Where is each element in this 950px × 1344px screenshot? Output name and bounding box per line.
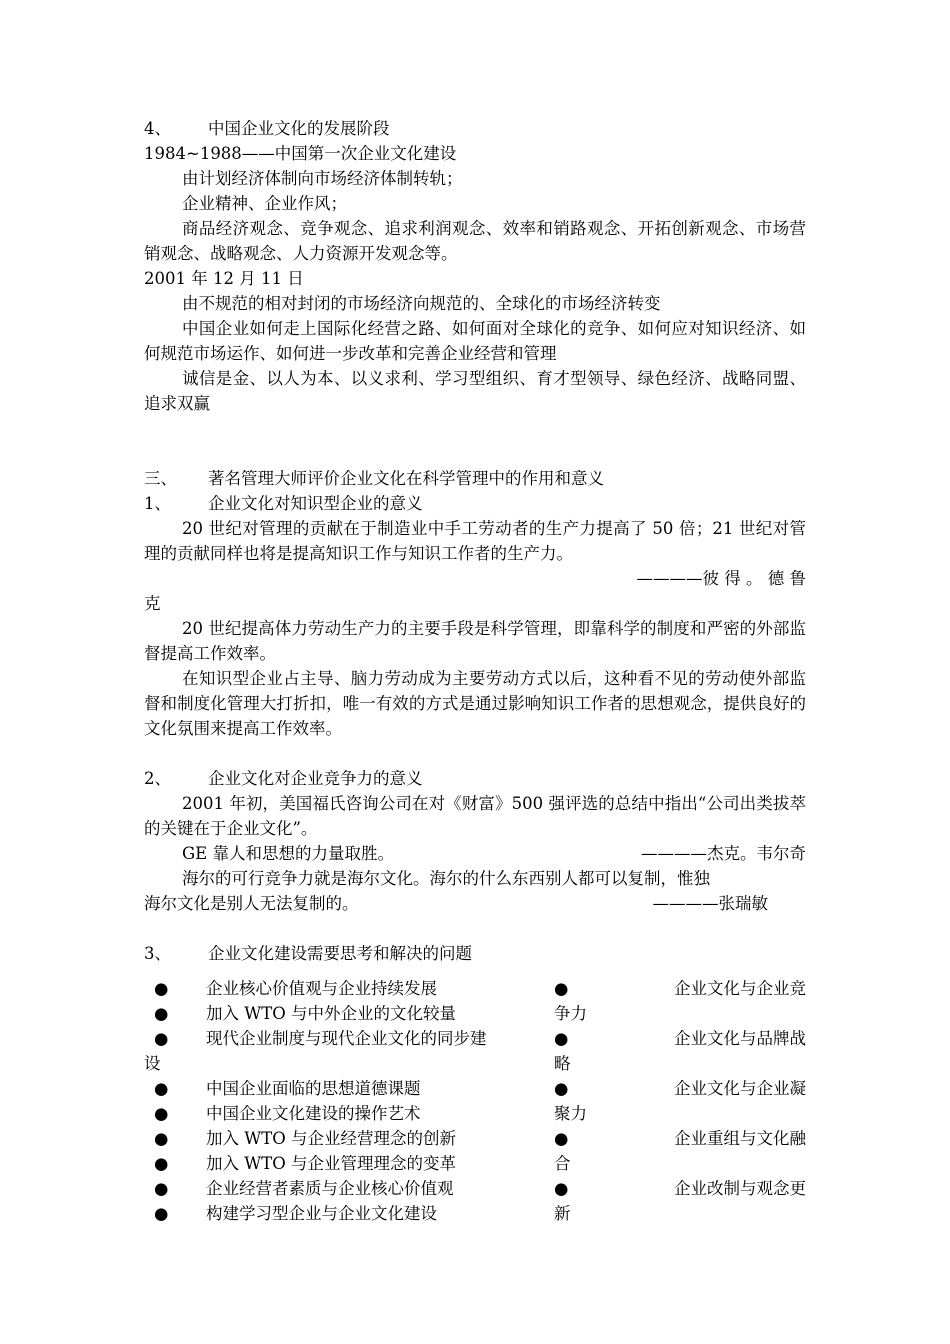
bullet-icon: ● <box>154 1129 169 1148</box>
bullet-icon: ● <box>154 1104 169 1123</box>
list-item-continued: 略 <box>554 1054 571 1073</box>
bullet-icon: ● <box>154 1079 169 1098</box>
right-bullet-list <box>554 976 806 1226</box>
quote-text: 海尔文化是别人无法复制的。 <box>144 894 359 913</box>
section-heading <box>144 466 806 491</box>
paragraph: 由计划经济体制向市场经济体制转轨； <box>182 169 463 188</box>
heading-text: 著名管理大师评价企业文化在科学管理中的作用和意义 <box>208 469 604 488</box>
list-item <box>144 1101 554 1126</box>
bullet-icon: ● <box>554 1129 569 1148</box>
list-item-text: 企业重组与文化融 <box>674 1129 806 1148</box>
heading-number: 2、 <box>144 769 171 788</box>
quote-row <box>144 841 806 866</box>
quote-row <box>144 891 806 916</box>
list-item <box>144 1201 554 1226</box>
list-item-text: 企业文化与品牌战 <box>674 1029 806 1048</box>
bullet-icon: ● <box>554 1079 569 1098</box>
list-item-text: 中国企业面临的思想道德课题 <box>206 1079 421 1098</box>
list-item-text: 加入 WTO 与中外企业的文化较量 <box>206 1004 456 1023</box>
bullet-icon: ● <box>154 1154 169 1173</box>
list-item <box>144 1176 554 1201</box>
quote-text: GE 靠人和思想的力量取胜。 <box>182 844 394 863</box>
bullet-icon: ● <box>154 1029 169 1048</box>
bullet-icon: ● <box>154 1179 169 1198</box>
list-item <box>554 1126 806 1151</box>
heading-number: 三、 <box>144 469 177 488</box>
quote-attribution: ————张瑞敏 <box>652 894 768 913</box>
bullet-icon: ● <box>554 979 569 998</box>
list-item <box>554 976 806 1001</box>
list-item <box>554 1076 806 1101</box>
quote-attribution: ————彼 得 。 德 鲁 <box>636 569 806 588</box>
list-item-text: 企业文化与企业凝 <box>674 1079 806 1098</box>
paragraph: 诚信是金、以人为本、以义求利、学习型组织、育才型领导、绿色经济、战略同盟、追求双赢 <box>144 369 806 413</box>
heading-text: 中国企业文化的发展阶段 <box>208 119 390 138</box>
list-item <box>144 1126 554 1151</box>
paragraph: 商品经济观念、竞争观念、追求利润观念、效率和销路观念、开拓创新观念、市场营销观念、战略观念、人力资源开发观念等。 <box>144 219 806 263</box>
subsection-heading <box>144 491 806 516</box>
list-item <box>144 1076 554 1101</box>
bullet-icon: ● <box>154 979 169 998</box>
list-item-text: 企业核心价值观与企业持续发展 <box>206 979 437 998</box>
left-bullet-list <box>144 976 554 1226</box>
list-item-text: 中国企业文化建设的操作艺术 <box>206 1104 421 1123</box>
quote-attribution-continued: 克 <box>144 594 161 613</box>
bullet-icon: ● <box>154 1004 169 1023</box>
issue-lists <box>144 976 806 1226</box>
quote-text: 海尔的可行竞争力就是海尔文化。海尔的什么东西别人都可以复制，惟独 <box>182 869 710 888</box>
list-item-text: 加入 WTO 与企业管理理念的变革 <box>206 1154 456 1173</box>
section-heading <box>144 116 806 141</box>
list-item-continued: 合 <box>554 1154 571 1173</box>
quote-paragraph: 20 世纪对管理的贡献在于制造业中手工劳动者的生产力提高了 50 倍；21 世纪对管理的贡献同样也将是提高知识工作与知识工作者的生产力。 <box>144 519 806 563</box>
heading-text: 企业文化对企业竞争力的意义 <box>208 769 423 788</box>
period-line: 1984~1988——中国第一次企业文化建设 <box>144 144 457 163</box>
list-item-continued: 争力 <box>554 1004 587 1023</box>
list-item-text: 企业经营者素质与企业核心价值观 <box>206 1179 454 1198</box>
list-item <box>144 1026 554 1051</box>
quote-attribution: ————杰克。韦尔奇 <box>641 844 806 863</box>
heading-number: 4、 <box>144 119 171 138</box>
heading-text: 企业文化对知识型企业的意义 <box>208 494 423 513</box>
period-line: 2001 年 12 月 11 日 <box>144 269 304 288</box>
heading-text: 企业文化建设需要思考和解决的问题 <box>208 944 472 963</box>
list-item-text: 企业改制与观念更 <box>674 1179 806 1198</box>
list-item <box>144 976 554 1001</box>
paragraph: 中国企业如何走上国际化经营之路、如何面对全球化的竞争、如何应对知识经济、如何规范市场运作、如何进一步改革和完善企业经营和管理 <box>144 319 806 363</box>
paragraph: 由不规范的相对封闭的市场经济向规范的、全球化的市场经济转变 <box>182 294 661 313</box>
subsection-heading <box>144 766 806 791</box>
paragraph: 企业精神、企业作风； <box>182 194 347 213</box>
document-page <box>144 116 806 1226</box>
list-item-continued: 新 <box>554 1204 571 1223</box>
paragraph: 在知识型企业占主导、脑力劳动成为主要劳动方式以后，这种看不见的劳动使外部监督和制度化管理大打折扣，唯一有效的方式是通过影响知识工作者的思想观念，提供良好的文化氛围来提高工作效率。 <box>144 669 806 738</box>
bullet-icon: ● <box>554 1179 569 1198</box>
list-item-text: 加入 WTO 与企业经营理念的创新 <box>206 1129 456 1148</box>
subsection-heading <box>144 941 806 966</box>
list-item <box>554 1176 806 1201</box>
list-item-continued: 设 <box>144 1054 161 1073</box>
heading-number: 1、 <box>144 494 171 513</box>
bullet-icon: ● <box>154 1204 169 1223</box>
list-item <box>144 1001 554 1026</box>
list-item-text: 企业文化与企业竞 <box>674 979 806 998</box>
list-item-continued: 聚力 <box>554 1104 587 1123</box>
paragraph: 20 世纪提高体力劳动生产力的主要手段是科学管理，即靠科学的制度和严密的外部监督提高工作效率。 <box>144 619 806 663</box>
bullet-icon: ● <box>554 1029 569 1048</box>
list-item <box>144 1151 554 1176</box>
quote-paragraph: 2001 年初，美国福氏咨询公司在对《财富》500 强评选的总结中指出“公司出类拔萃的关键在于企业文化”。 <box>144 794 806 838</box>
list-item <box>554 1026 806 1051</box>
list-item-text: 现代企业制度与现代企业文化的同步建 <box>206 1029 487 1048</box>
heading-number: 3、 <box>144 944 171 963</box>
list-item-text: 构建学习型企业与企业文化建设 <box>206 1204 437 1223</box>
